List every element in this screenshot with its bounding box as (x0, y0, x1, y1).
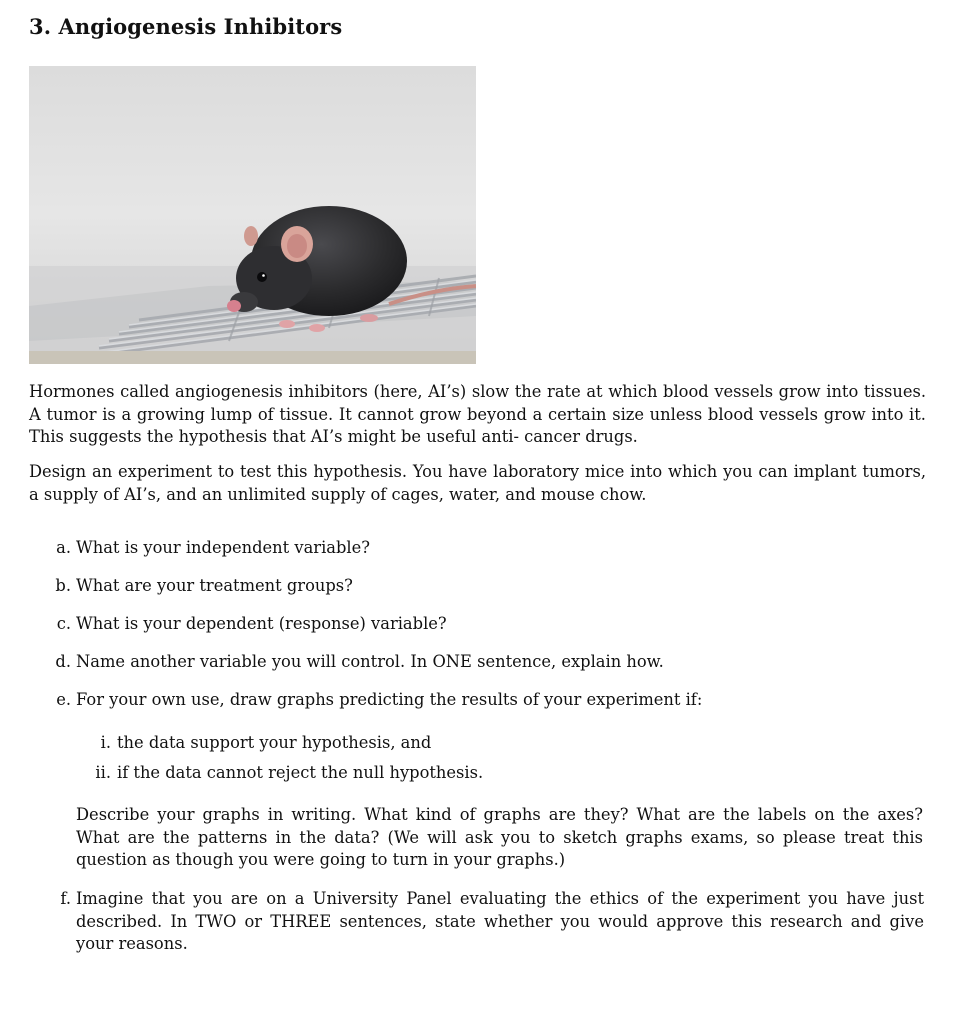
mouse-photo (29, 66, 476, 364)
subitem-text: the data support your hypothesis, and (117, 733, 432, 752)
subitem-label: i. (100, 733, 111, 752)
question-text: What is your independent variable? (76, 538, 370, 557)
question-text: Name another variable you will control. In ONE sentence, explain how. (76, 652, 664, 671)
question-label: c. (56, 614, 71, 633)
question-label: d. (55, 652, 71, 671)
question-text: What are your treatment groups? (76, 576, 353, 595)
graph-description: Describe your graphs in writing. What kind of graphs are they? What are the labels on the axes? What are the patterns in the data? (We will ask you to sketch graphs exams, so please treat this question as though you were going to turn in your graphs.) (76, 805, 923, 869)
question-label: f. (60, 889, 71, 908)
task-paragraph: Design an experiment to test this hypothesis. You have laboratory mice into which you can implant tumors, a supply of AI’s, and an unlimited supply of cages, water, and mouse chow. (29, 462, 926, 504)
question-text: Imagine that you are on a University Panel evaluating the ethics of the experiment you have just described. In TWO or THREE sentences, state whether you would approve this research and give your reasons. (76, 889, 924, 953)
question-label: e. (56, 690, 71, 709)
question-text: For your own use, draw graphs predicting the results of your experiment if: (76, 690, 703, 709)
question-label: b. (55, 576, 71, 595)
section-heading: 3. Angiogenesis Inhibitors (29, 14, 343, 39)
question-label: a. (56, 538, 71, 557)
question-text: What is your dependent (response) variable? (76, 614, 447, 633)
subitem-label: ii. (95, 763, 111, 782)
subitem-text: if the data cannot reject the null hypothesis. (117, 763, 484, 782)
intro-paragraph: Hormones called angiogenesis inhibitors (here, AI’s) slow the rate at which blood vessels grow into tissues. A tumor is a growing lump of tissue. It cannot grow beyond a certain size unless blood vessels grow into it. This suggests the hypothesis that AI’s might be useful anti- cancer drugs. (29, 382, 926, 446)
